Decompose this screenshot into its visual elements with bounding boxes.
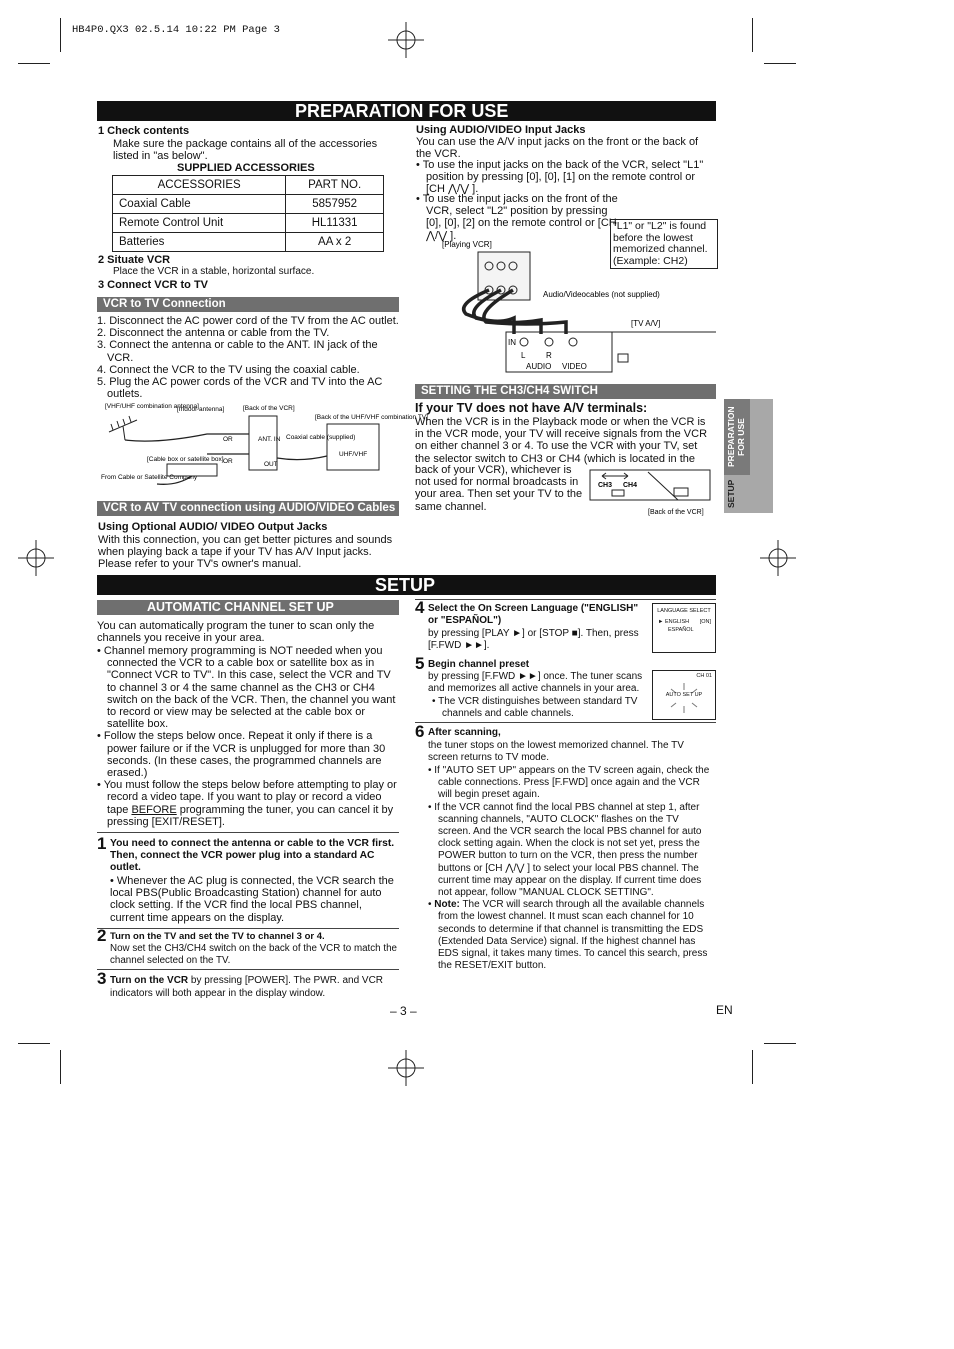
screen-label: AUTO SET UP	[665, 692, 703, 698]
table-cell: Coaxial Cable	[113, 195, 286, 214]
av-in-bullet: • To use the input jacks on the back of the VCR, select "L1" position by pressing [0], [0], [1] on the remote control or [CH ⋀/⋁ ].	[416, 159, 704, 196]
setup-banner: SETUP	[97, 575, 716, 595]
table-row	[113, 233, 384, 252]
list-item: • Channel memory programming is NOT needed when you connected the VCR to a cable box or satellite box as in "Connect VCR to TV". In this case, select the VCR and TV to channel 3 or 4 the same channel as the CH3 or CH4 switch on the back of the VCR. Then, the channel you want to record or view may be selected at the cable box or satellite box.	[97, 645, 396, 731]
diagram-label: From Cable or Satellite Company	[101, 474, 198, 481]
divider	[97, 928, 399, 929]
table-cell: 5857952	[286, 195, 384, 214]
side-tab-prep-label: PREPARATION FOR USE	[726, 406, 746, 468]
language-code: EN	[716, 1003, 733, 1017]
step6-bullets	[428, 765, 714, 972]
step1-title: You need to connect the antenna or cable to the VCR first. Then, connect the VCR power plug into a standard AC outlet.	[110, 838, 395, 873]
side-tab-setup-label: SETUP	[726, 479, 736, 509]
jack-icon	[569, 338, 577, 346]
ch34-switch-diagram	[588, 466, 714, 518]
vcr-tv-connection-diagram	[97, 400, 428, 496]
diagram-label: [Back of the UHF/VHF combination TV]	[315, 414, 428, 421]
step4-title: Select the On Screen Language ("ENGLISH" or "ESPAÑOL")	[428, 603, 639, 626]
step1-text: • Whenever the AC plug is connected, the VCR search the local PBS(Public Broadcasting Station) channel for auto clock setting. If the VCR find the local PBS channel, current time appears on the display.	[110, 875, 394, 924]
accessories-table	[112, 175, 384, 252]
diagram-label: OR	[223, 458, 233, 465]
registration-mark-bottom	[388, 1050, 424, 1086]
screen-channel: CH 01	[696, 673, 712, 679]
diagram-label: L	[521, 351, 526, 360]
check-title: 1 Check contents	[98, 125, 190, 137]
av-connection-diagram	[416, 234, 716, 376]
divider	[415, 599, 716, 600]
screen-option-on: [ON]	[699, 619, 711, 625]
ch34-subheading: SETTING THE CH3/CH4 SWITCH	[415, 384, 716, 399]
crop-mark	[764, 1043, 796, 1044]
table-row	[113, 214, 384, 233]
crop-mark	[18, 1043, 50, 1044]
list-item: 4. Connect the VCR to the TV using the coaxial cable.	[97, 363, 360, 376]
situate-text: Place the VCR in a stable, horizontal surface.	[113, 266, 315, 277]
table-header-cell: PART NO.	[286, 176, 384, 195]
diagram-label: [Cable box or satellite box]	[147, 456, 224, 463]
step6-text: the tuner stops on the lowest memorized channel. The TV screen returns to TV mode.	[428, 740, 684, 763]
step-number: 6	[415, 722, 425, 741]
diagram-label: Coaxial cable (supplied)	[286, 434, 356, 441]
divider	[97, 832, 399, 833]
step3-text: by pressing [POWER]. The PWR. and VCR indicators will both appear in the display window.	[110, 975, 384, 999]
diagram-label: R	[546, 351, 552, 360]
crop-mark	[18, 63, 50, 64]
screen-option	[653, 618, 715, 626]
jack-icon	[520, 338, 528, 346]
list-item: • If the VCR cannot find the local PBS channel at step 1, after scanning channels, "AUTO CLOCK" flashes on the TV screen. And the VCR search the local PBS channel for auto clock setting again. When the clock is not set yet, press the POWER button to turn on the VCR, then press the number buttons or [CH ⋀/⋁ ] to select your local PBS channel. The current time may appear on the display. If current time does not appear, follow "MANUAL CLOCK SETTING".	[428, 801, 702, 899]
diagram-label: [Back of the VCR]	[648, 509, 704, 516]
step2-text: Now set the CH3/CH4 switch on the back of the VCR to match the channel selected on the TV.	[110, 943, 397, 966]
step-number: 2	[97, 926, 107, 945]
crop-mark	[764, 63, 796, 64]
screen-title: LANGUAGE SELECT	[657, 608, 711, 614]
step-number: 4	[415, 598, 425, 617]
vcr-tv-steps	[97, 315, 399, 400]
screen-option-english: ► ENGLISH	[658, 619, 690, 625]
list-item: 1. Disconnect the AC power cord of the TV from the AC outlet.	[97, 315, 399, 327]
vcr-tv-subheading: VCR to TV Connection	[97, 297, 399, 312]
channel-note-box: "L1" or "L2" is found before the lowest memorized channel. (Example: CH2)	[610, 219, 718, 269]
jack-icon	[545, 338, 553, 346]
diagram-label: UHF/VHF	[339, 451, 368, 458]
step3-text-block	[110, 975, 399, 1000]
switch-label: CH4	[623, 482, 638, 489]
table-cell: Batteries	[113, 233, 286, 252]
crop-mark	[60, 1050, 61, 1084]
table-cell: HL11331	[286, 214, 384, 233]
crop-mark	[60, 18, 61, 52]
diagram-label: OR	[223, 436, 233, 443]
setup-intro: You can automatically program the tuner to scan only the channels you receive in your area.	[97, 620, 375, 645]
step-number: 3	[97, 969, 107, 988]
ch34-title: If your TV does not have A/V terminals:	[415, 401, 648, 415]
list-item: • Follow the steps below once. Repeat it only if there is a power failure or if the VCR is unplugged for more than 30 seconds. (In these cases, the programmed channels are erased.)	[97, 730, 386, 780]
av-in-text: You can use the A/V input jacks on the front or the back of the VCR.	[416, 136, 699, 161]
diagram-label: [Playing VCR]	[442, 240, 492, 249]
language-select-screen	[652, 603, 716, 653]
ch34-text-bottom: back of your VCR), whichever is not used for normal broadcasts in your area. Then set your TV to the same channel.	[415, 464, 583, 513]
diagram-label: OUT	[264, 461, 278, 468]
crop-mark	[752, 1050, 753, 1084]
list-item: • Note: The VCR will search through all the available channels from the lowest channel. It must scan each channel for 10 seconds to determine if that channel is transmitting the EDS (Extended Data Service) signal. If the highest channel has EDS signal, it takes many times. To cancel this search, press the RESET/EXIT button.	[428, 899, 708, 972]
list-item: • You must follow the steps below before attempting to play or record a video tape. If you want to play or record a video tape BEFORE programming the tuner, you can cancel it by pressing [EXIT/RESET].	[97, 779, 397, 828]
list-item: • If "AUTO SET UP" appears on the TV screen again, check the cable connections. Press [F.FWD] once again and the VCR will begin preset again.	[428, 765, 710, 801]
crop-mark	[752, 18, 753, 52]
step6-title: After scanning,	[428, 727, 501, 738]
screen-option: ESPAÑOL	[668, 627, 694, 633]
diagram-label: [VHF/UHF combination antenna]	[105, 403, 199, 410]
step5-text: by pressing [F.FWD ►►] once. The tuner scans and memorizes all active channels in your area.	[428, 671, 643, 694]
page-number: – 3 –	[390, 1004, 417, 1018]
double-arrow-icon	[602, 473, 628, 479]
note-label: Note:	[434, 899, 460, 911]
table-cell: AA x 2	[286, 233, 384, 252]
divider	[415, 722, 716, 723]
switch-label: CH3	[598, 482, 613, 489]
diagram-label: [TV A/V]	[631, 319, 661, 328]
flash-icon	[667, 681, 701, 715]
list-item: 2. Disconnect the antenna or cable from the TV.	[97, 327, 330, 340]
list-item: 5. Plug the AC power cords of the VCR and TV into the AC outlets.	[97, 376, 383, 401]
auto-setup-subheading: AUTOMATIC CHANNEL SET UP	[97, 600, 399, 615]
diagram-label: Audio/Videocables (not supplied)	[543, 290, 660, 299]
av-out-title: Using Optional AUDIO/ VIDEO Output Jacks	[98, 521, 328, 533]
antenna-icon	[109, 416, 137, 440]
table-row	[113, 195, 384, 214]
av-in-bullet: • To use the input jacks on the front of the VCR, select "L2" position by pressing [0], [0], [2] on the remote control or [CH ⋀/⋁ ].	[416, 193, 618, 242]
ch34-text-top: When the VCR is in the Playback mode or when the VCR is in the VCR mode, your TV will receive signals from the VCR on either channel 3 or 4. To use the VCR with your TV, set the selector switch to CH3 or CH4 (which is located in the	[415, 416, 708, 465]
list-item: 3. Connect the antenna or cable to the ANT. IN jack of the VCR.	[97, 339, 378, 364]
diagram-label: IN	[508, 338, 516, 347]
step-number: 1	[97, 834, 107, 853]
diagram-label: AUDIO	[526, 362, 552, 371]
registration-mark-right	[760, 540, 796, 576]
av-subheading: VCR to AV TV connection using AUDIO/VIDEO Cables	[97, 501, 399, 516]
step3-title: Turn on the VCR	[110, 975, 189, 986]
prep-banner: PREPARATION FOR USE	[97, 101, 716, 121]
note-text: The VCR will search through all the available channels from the lowest channel. It must scan each channel for 10 seconds to determine if that channel is transmitting the EDS (Extended Data Service) signal. If the highest channel has EDS signal, it takes many times. To cancel this search, press the RESET/EXIT button.	[438, 899, 708, 972]
diagram-label: [Back of the VCR]	[243, 405, 295, 412]
divider	[97, 969, 399, 970]
auto-setup-screen	[652, 670, 716, 720]
diagram-label: VIDEO	[562, 362, 587, 371]
tv-back-panel	[327, 424, 379, 470]
situate-title: 2 Situate VCR	[98, 254, 171, 266]
selector-switch	[612, 490, 624, 496]
step5-bullet: • The VCR distinguishes between standard TV channels and cable channels.	[432, 696, 638, 719]
table-header-cell: ACCESSORIES	[113, 176, 286, 195]
av-in-title: Using AUDIO/VIDEO Input Jacks	[416, 124, 586, 136]
header-slug: HB4P0.QX3 02.5.14 10:22 PM Page 3	[72, 24, 280, 36]
vcr-corner	[648, 472, 688, 500]
registration-mark-left	[18, 540, 54, 576]
table-cell: Remote Control Unit	[113, 214, 286, 233]
supplied-title: SUPPLIED ACCESSORIES	[177, 162, 315, 174]
connect-title: 3 Connect VCR to TV	[98, 279, 209, 291]
diagram-label: [Indoor antenna]	[177, 406, 225, 413]
table-header-row	[113, 176, 384, 195]
step2-title: Turn on the TV and set the TV to channel 3 or 4.	[110, 931, 325, 942]
check-text: Make sure the package contains all of the accessories listed in "as below".	[113, 138, 378, 163]
step5-title: Begin channel preset	[428, 659, 530, 670]
step4-text: by pressing [PLAY ►] or [STOP ■]. Then, press [F.FWD ►►].	[428, 628, 639, 651]
registration-mark-top	[388, 22, 424, 58]
av-out-text: With this connection, you can get better pictures and sounds when playing back a tape if your TV has A/V Input jacks. Please refer to your TV's owner's manual.	[98, 534, 393, 571]
setup-bullets	[97, 645, 399, 828]
step-number: 5	[415, 654, 425, 673]
diagram-label: ANT. IN	[258, 436, 281, 443]
tv-outline	[612, 332, 716, 362]
